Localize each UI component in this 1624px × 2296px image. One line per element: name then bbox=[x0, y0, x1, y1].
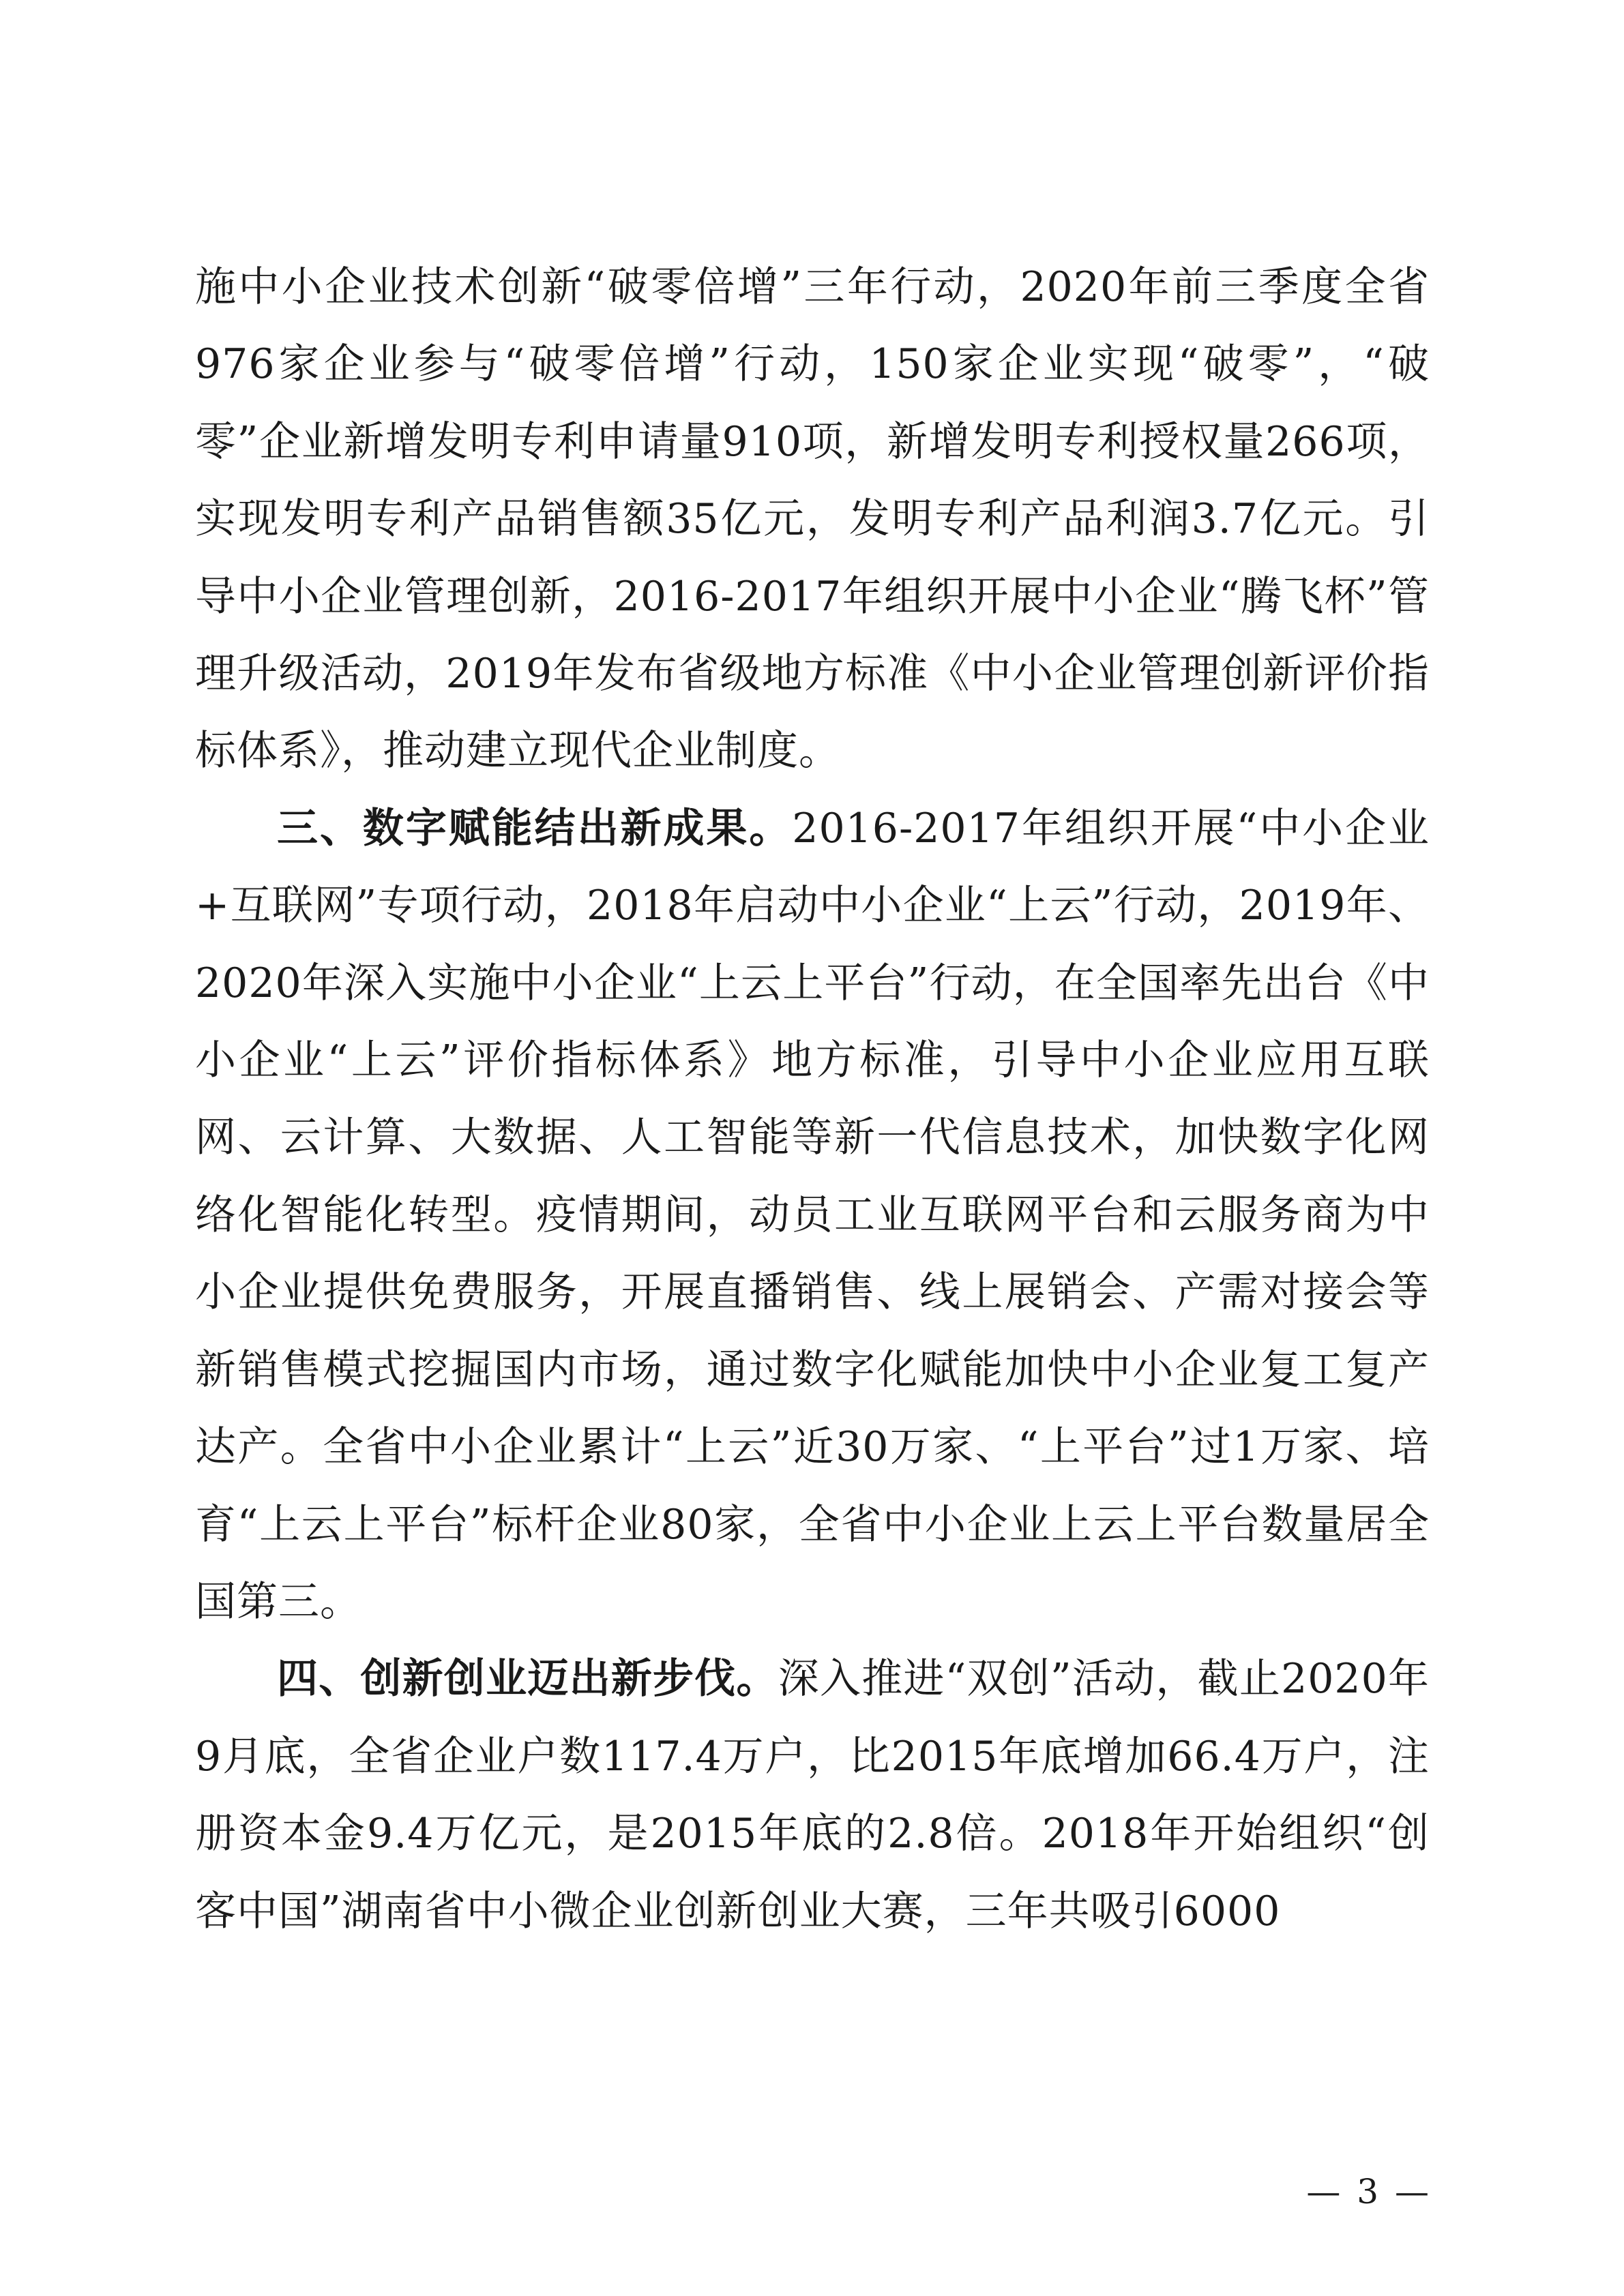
section-heading-innovation: 四、创新创业迈出新步伐。 bbox=[277, 1655, 778, 1703]
paragraph-3 bbox=[195, 1641, 1430, 1950]
body-text bbox=[195, 249, 1430, 1950]
paragraph-1-body: 施中小企业技术创新“破零倍增”三年行动，2020年前三季度全省976家企业参与“破零倍增”行动，150家企业实现“破零”，“破零”企业新增发明专利申请量910项，新增发明专利授权量266项，实现发明专利产品销售额35亿元，发明专利产品利润3.7亿元。引导中小企业管理创新，2016-2017年组织开展中小企业“腾飞杯”管理升级活动，2019年发布省级地方标准《中小企业管理创新评价指标体系》，推动建立现代企业制度。 bbox=[195, 263, 1430, 775]
section-heading-digital: 三、数字赋能结出新成果。 bbox=[277, 804, 793, 852]
paragraph-1 bbox=[195, 249, 1430, 790]
paragraph-2-body: 2016-2017年组织开展“中小企业+互联网”专项行动，2018年启动中小企业“上云”行动，2019年、2020年深入实施中小企业“上云上平台”行动，在全国率先出台《中小企业“上云”评价指标体系》地方标准，引导中小企业应用互联网、云计算、大数据、人工智能等新一代信息技术，加快数字化网络化智能化转型。疫情期间，动员工业互联网平台和云服务商为中小企业提供免费服务，开展直播销售、线上展销会、产需对接会等新销售模式挖掘国内市场，通过数字化赋能加快中小企业复工复产达产。全省中小企业累计“上云”近30万家、“上平台”过1万家、培育“上云上平台”标杆企业80家，全省中小企业上云上平台数量居全国第三。 bbox=[195, 804, 1430, 1626]
paragraph-2 bbox=[195, 790, 1430, 1641]
paragraph-3-body: 深入推进“双创”活动，截止2020年9月底，全省企业户数117.4万户，比2015年底增加66.4万户，注册资本金9.4万亿元，是2015年底的2.8倍。2018年开始组织“创客中国”湖南省中小微企业创新创业大赛，三年共吸引6000 bbox=[195, 1655, 1430, 1935]
page-number: — 3 — bbox=[1306, 2172, 1432, 2211]
